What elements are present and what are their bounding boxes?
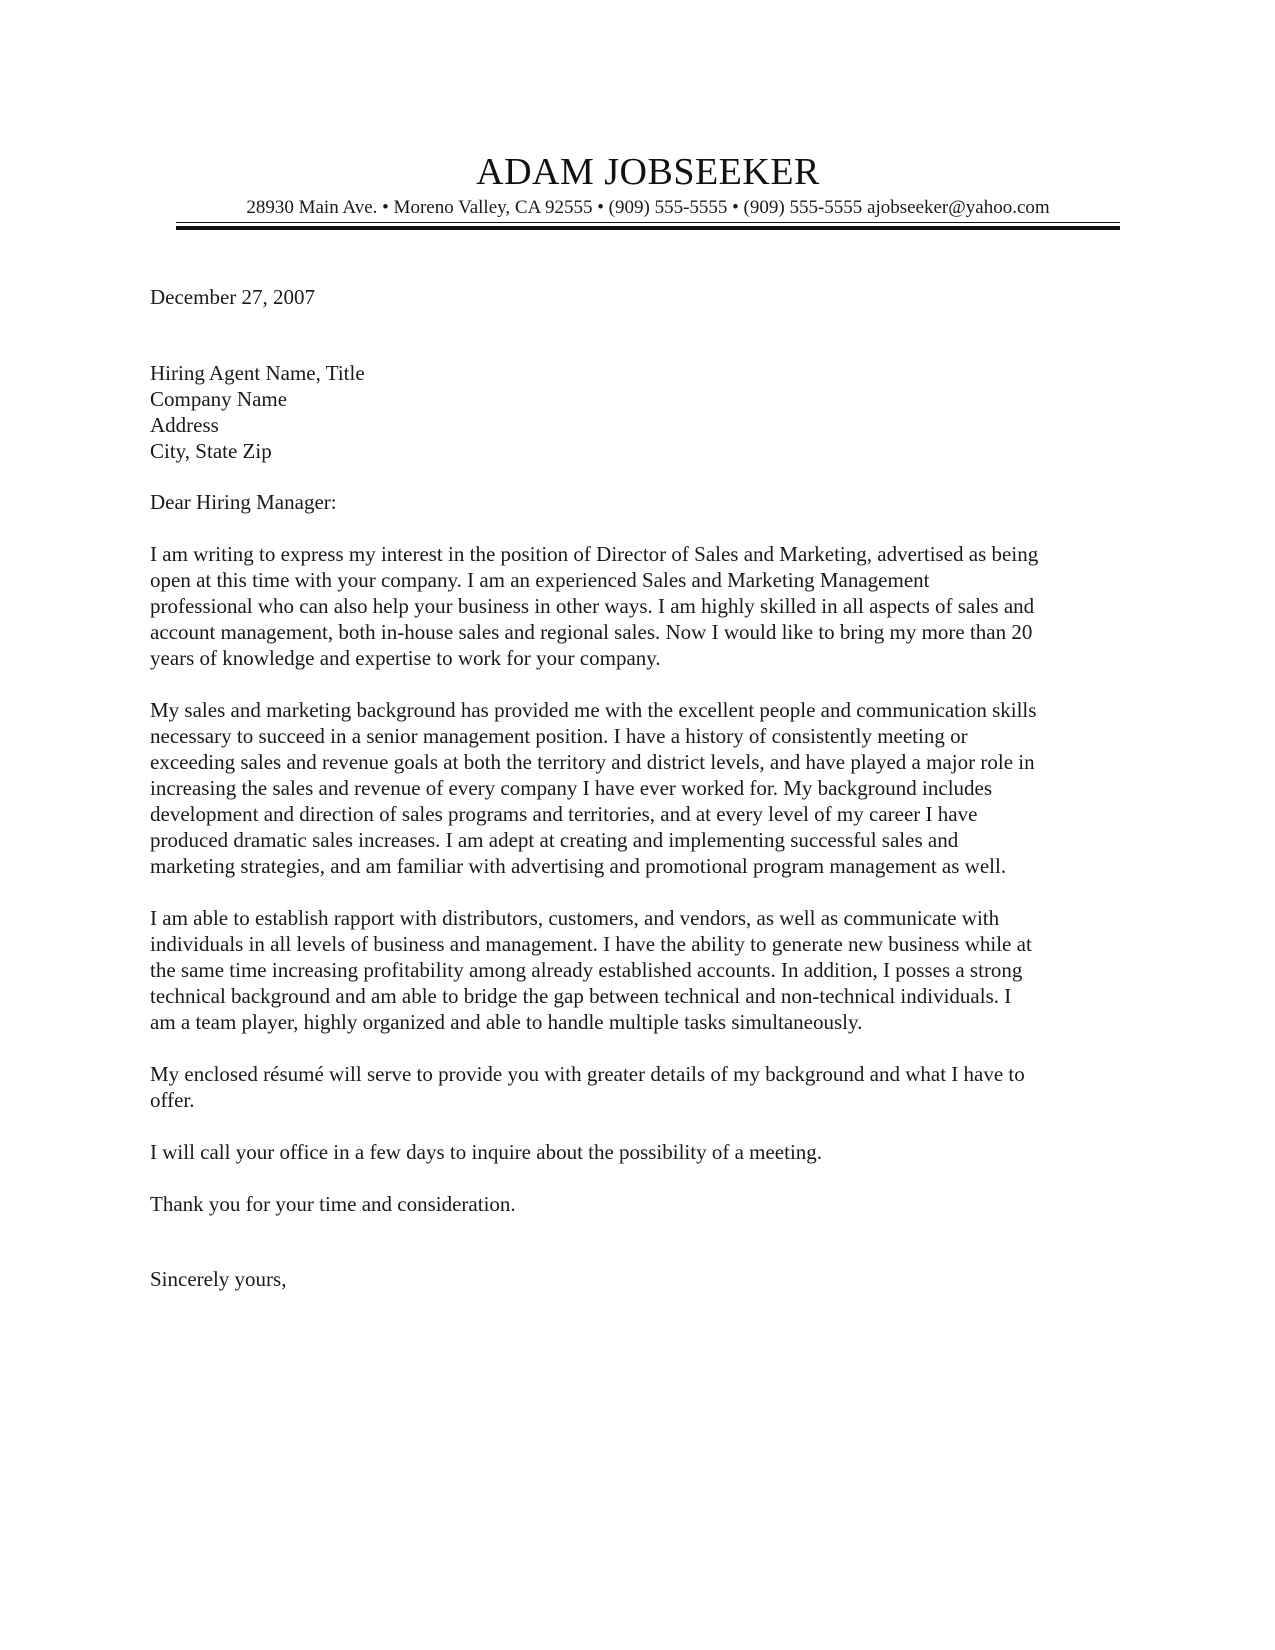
letter-body: [150, 284, 1120, 1292]
letterhead-divider-thin: [176, 222, 1120, 223]
letter-date: December 27, 2007: [150, 285, 316, 309]
salutation: Dear Hiring Manager:: [150, 490, 337, 514]
body-paragraph: [150, 697, 1120, 879]
paragraph-line: am a team player, highly organized and able to handle multiple tasks simultaneously.: [150, 1010, 863, 1034]
paragraph-line: offer.: [150, 1088, 195, 1112]
paragraph-line: Thank you for your time and consideration.: [150, 1192, 516, 1216]
paragraph-line: My sales and marketing background has provided me with the excellent people and communication skills: [150, 698, 1037, 722]
body-paragraph: [150, 905, 1120, 1035]
paragraph-line: exceeding sales and revenue goals at both the territory and district levels, and have played a major role in: [150, 750, 1035, 774]
paragraph-line: account management, both in-house sales and regional sales. Now I would like to bring my more than 20: [150, 620, 1033, 644]
body-paragraph: [150, 1139, 1120, 1165]
body-paragraph: [150, 1061, 1120, 1113]
paragraph-line: I am writing to express my interest in the position of Director of Sales and Marketing, advertised as being: [150, 542, 1039, 566]
body-paragraph: [150, 1191, 1120, 1217]
closing: Sincerely yours,: [150, 1267, 287, 1291]
letter-paragraphs: [150, 541, 1120, 1217]
paragraph-line: increasing the sales and revenue of every company I have ever worked for. My background includes: [150, 776, 993, 800]
letterhead: [176, 150, 1120, 220]
paragraph-line: I am able to establish rapport with distributors, customers, and vendors, as well as communicate with: [150, 906, 1000, 930]
body-paragraph: [150, 541, 1120, 671]
paragraph-line: necessary to succeed in a senior management position. I have a history of consistently meeting or: [150, 724, 968, 748]
recipient-line: Hiring Agent Name, Title: [150, 361, 365, 385]
recipient-line: City, State Zip: [150, 439, 272, 463]
recipient-line: Company Name: [150, 387, 288, 411]
paragraph-line: open at this time with your company. I am an experienced Sales and Marketing Management: [150, 568, 930, 592]
sender-contact-line: 28930 Main Ave. • Moreno Valley, CA 92555 • (909) 555-5555 • (909) 555-5555 ajobseeker@yahoo.com: [246, 197, 1050, 218]
paragraph-line: technical background and am able to bridge the gap between technical and non-technical individuals. I: [150, 984, 1012, 1008]
letterhead-divider-thick: [176, 226, 1120, 230]
sender-name: ADAM JOBSEEKER: [476, 151, 820, 193]
paragraph-line: My enclosed résumé will serve to provide you with greater details of my background and what I have to: [150, 1062, 1025, 1086]
paragraph-line: I will call your office in a few days to inquire about the possibility of a meeting.: [150, 1140, 823, 1164]
paragraph-line: development and direction of sales programs and territories, and at every level of my career I have: [150, 802, 978, 826]
paragraph-line: the same time increasing profitability among already established accounts. In addition, I posses a strong: [150, 958, 1023, 982]
paragraph-line: marketing strategies, and am familiar with advertising and promotional program management as well.: [150, 854, 1007, 878]
paragraph-line: years of knowledge and expertise to work for your company.: [150, 646, 661, 670]
recipient-address: [150, 360, 1120, 464]
paragraph-line: individuals in all levels of business and management. I have the ability to generate new business while at: [150, 932, 1032, 956]
paragraph-line: produced dramatic sales increases. I am adept at creating and implementing successful sales and: [150, 828, 959, 852]
recipient-line: Address: [150, 413, 219, 437]
paragraph-line: professional who can also help your business in other ways. I am highly skilled in all aspects of sales and: [150, 594, 1035, 618]
